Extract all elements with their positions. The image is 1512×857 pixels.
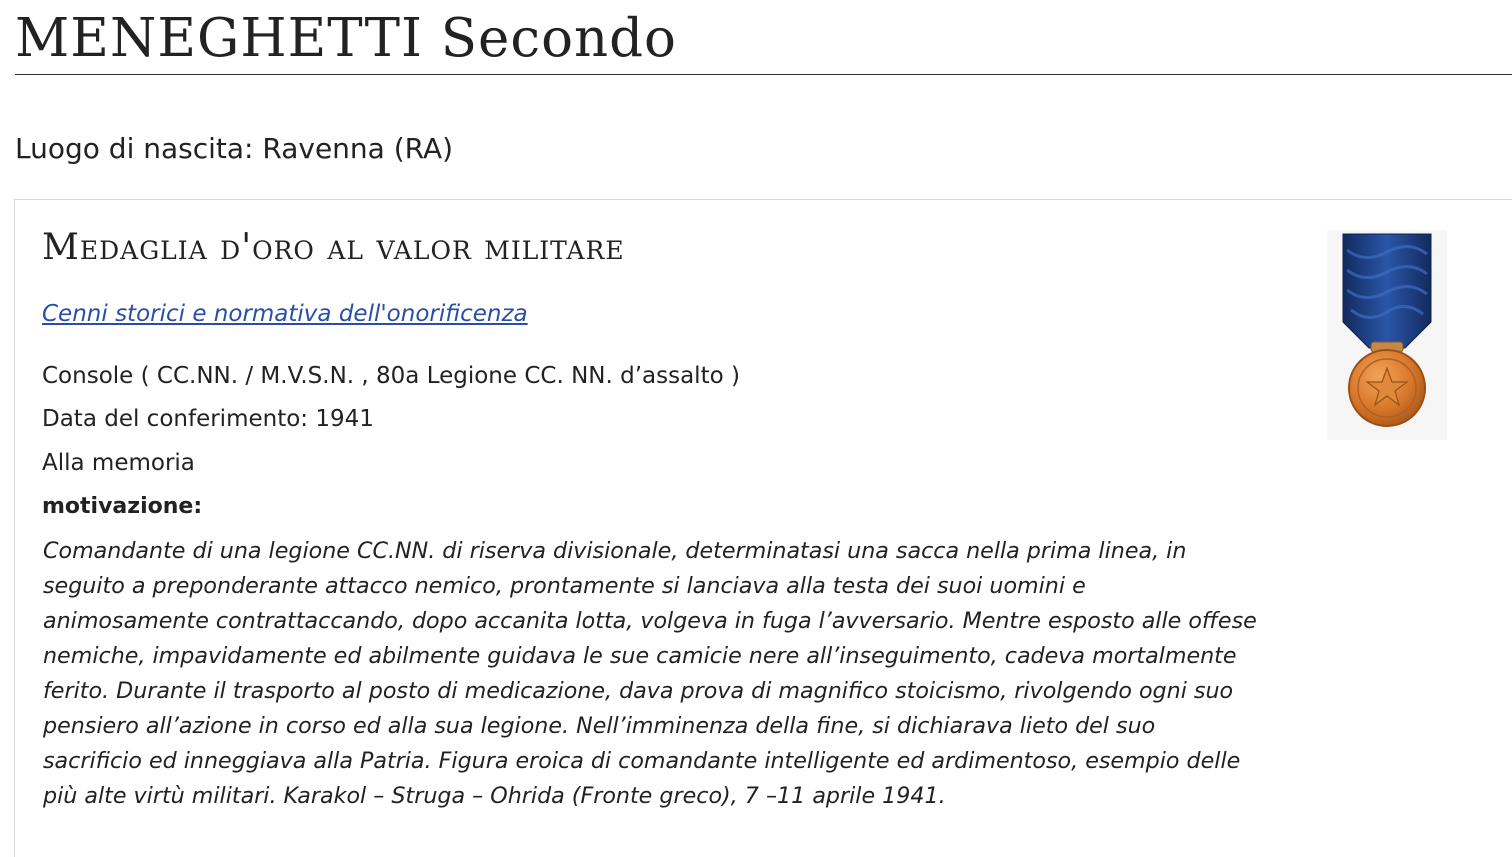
motivation-label: motivazione: <box>42 494 203 519</box>
page-title: MENEGHETTI Secondo <box>15 8 677 69</box>
award-date: Data del conferimento: 1941 <box>42 406 374 432</box>
award-rank: Console ( CC.NN. / M.V.S.N. , 80a Legione CC. NN. d’assalto ) <box>42 363 740 389</box>
title-divider <box>15 74 1512 75</box>
gold-medal-icon <box>1325 230 1449 440</box>
award-title: Medaglia d'oro al valor militare <box>42 227 625 268</box>
award-panel <box>14 199 1512 857</box>
award-history-link[interactable]: Cenni storici e normativa dell'onorificenza <box>42 301 528 327</box>
birthplace: Luogo di nascita: Ravenna (RA) <box>15 132 454 165</box>
award-memory: Alla memoria <box>42 450 195 476</box>
motivation-text: Comandante di una legione CC.NN. di riserva divisionale, determinatasi una sacca nella prima linea, in seguito a preponderante attacco nemico, prontamente si lanciava alla testa dei suoi uomini e animosamente contrattaccando, dopo accanita lotta, volgeva in fuga l’avversario. Mentre esposto alle offese nemiche, impavidamente ed abilmente guidava le sue camicie nere all’inseguimento, cadeva mortalmente ferito. Durante il trasporto al posto di medicazione, dava prova di magnifico stoicismo, rivolgendo ogni suo pensiero all’azione in corso ed alla sua legione. Nell’imminenza della fine, si dichiarava lieto del suo sacrificio ed inneggiava alla Patria. Figura eroica di comandante intelligente ed ardimentoso, esempio delle più alte virtù militari. Karakol – Struga – Ohrida (Fronte greco), 7 –11 aprile 1941. <box>43 538 1257 809</box>
